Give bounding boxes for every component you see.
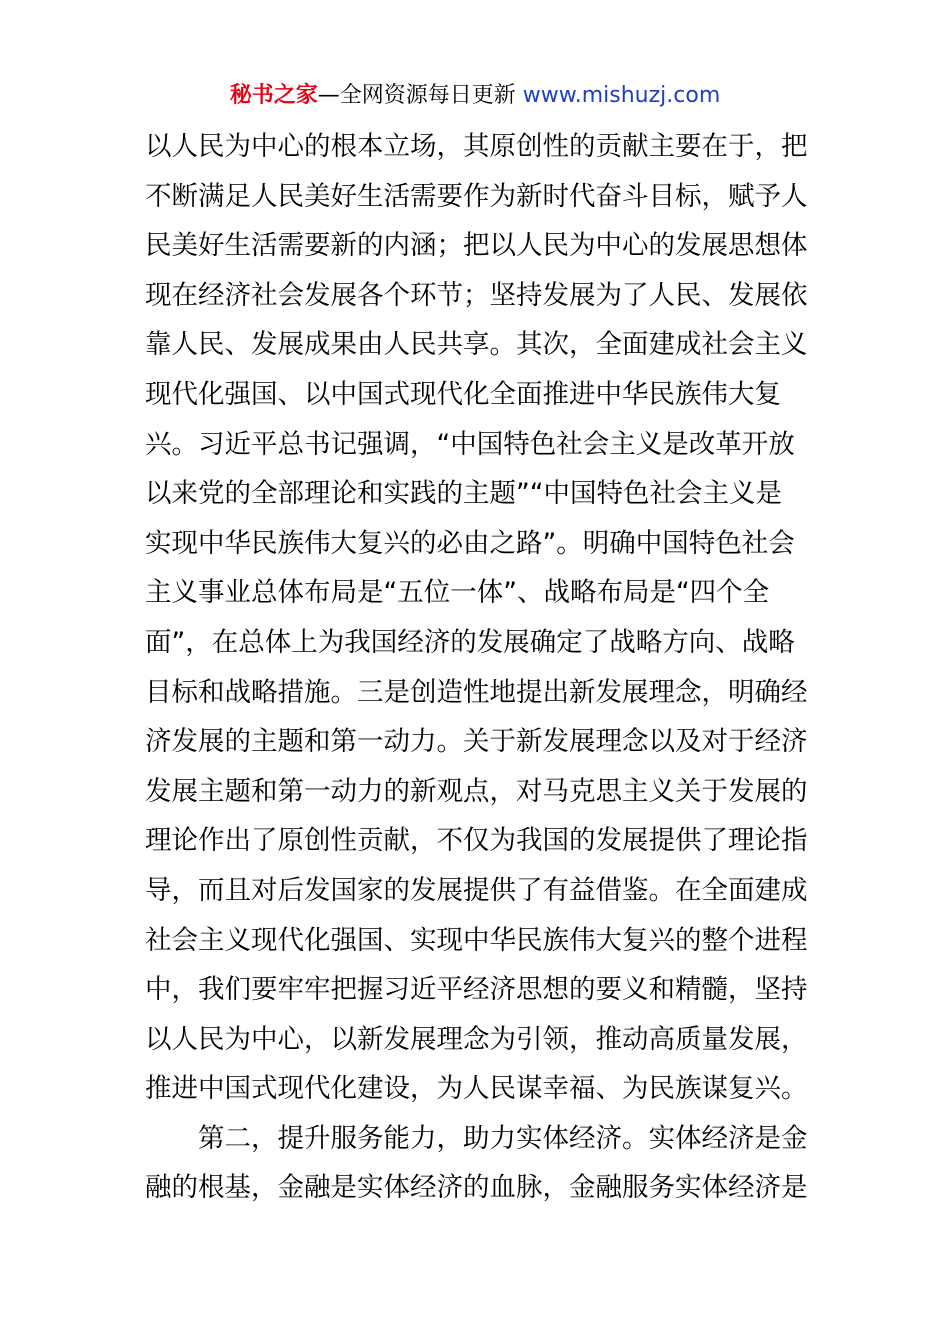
text-line: 民美好生活需要新的内涵；把以人民为中心的发展思想体 xyxy=(145,230,807,262)
text-line: 推进中国式现代化建设，为人民谋幸福、为民族谋复兴。 xyxy=(145,1073,807,1105)
text-line: 中，我们要牢牢把握习近平经济思想的要义和精髓，坚持 xyxy=(145,974,807,1006)
header-tagline: —全网资源每日更新 xyxy=(317,83,523,108)
text-line: 目标和战略措施。三是创造性地提出新发展理念，明确经 xyxy=(145,676,807,708)
site-header xyxy=(0,80,950,112)
text-line: 不断满足人民美好生活需要作为新时代奋斗目标，赋予人 xyxy=(145,180,807,212)
text-line: 理论作出了原创性贡献，不仅为我国的发展提供了理论指 xyxy=(145,825,807,857)
brand-name: 秘书之家 xyxy=(229,83,318,108)
text-line: 兴。习近平总书记强调，“中国特色社会主义是改革开放 xyxy=(145,428,795,460)
text-line: 融的根基，金融是实体经济的血脉，金融服务实体经济是 xyxy=(145,1172,807,1204)
text-line: 主义事业总体布局是“五位一体”、战略布局是“四个全 xyxy=(145,577,770,609)
text-line: 以人民为中心，以新发展理念为引领，推动高质量发展， xyxy=(145,1023,807,1055)
text-line: 社会主义现代化强国、实现中华民族伟大复兴的整个进程 xyxy=(145,924,807,956)
text-line: 以来党的全部理论和实践的主题”“中国特色社会主义是 xyxy=(145,478,782,510)
text-line: 现在经济社会发展各个环节；坚持发展为了人民、发展依 xyxy=(145,279,807,311)
text-line: 靠人民、发展成果由人民共享。其次，全面建成社会主义 xyxy=(145,329,807,361)
body-text xyxy=(145,122,807,1213)
text-line: 以人民为中心的根本立场，其原创性的贡献主要在于，把 xyxy=(145,131,807,162)
text-line: 现代化强国、以中国式现代化全面推进中华民族伟大复 xyxy=(145,378,781,410)
site-url-link[interactable]: www.mishuzj.com xyxy=(522,83,721,108)
text-line: 导，而且对后发国家的发展提供了有益借鉴。在全面建成 xyxy=(145,874,807,906)
paragraph-start-line: 第二，提升服务能力，助力实体经济。实体经济是金 xyxy=(198,1122,807,1154)
text-line: 发展主题和第一动力的新观点，对马克思主义关于发展的 xyxy=(145,775,807,807)
text-line: 实现中华民族伟大复兴的必由之路”。明确中国特色社会 xyxy=(145,527,795,559)
text-line: 济发展的主题和第一动力。关于新发展理念以及对于经济 xyxy=(145,726,807,758)
text-line: 面”，在总体上为我国经济的发展确定了战略方向、战略 xyxy=(145,626,795,658)
